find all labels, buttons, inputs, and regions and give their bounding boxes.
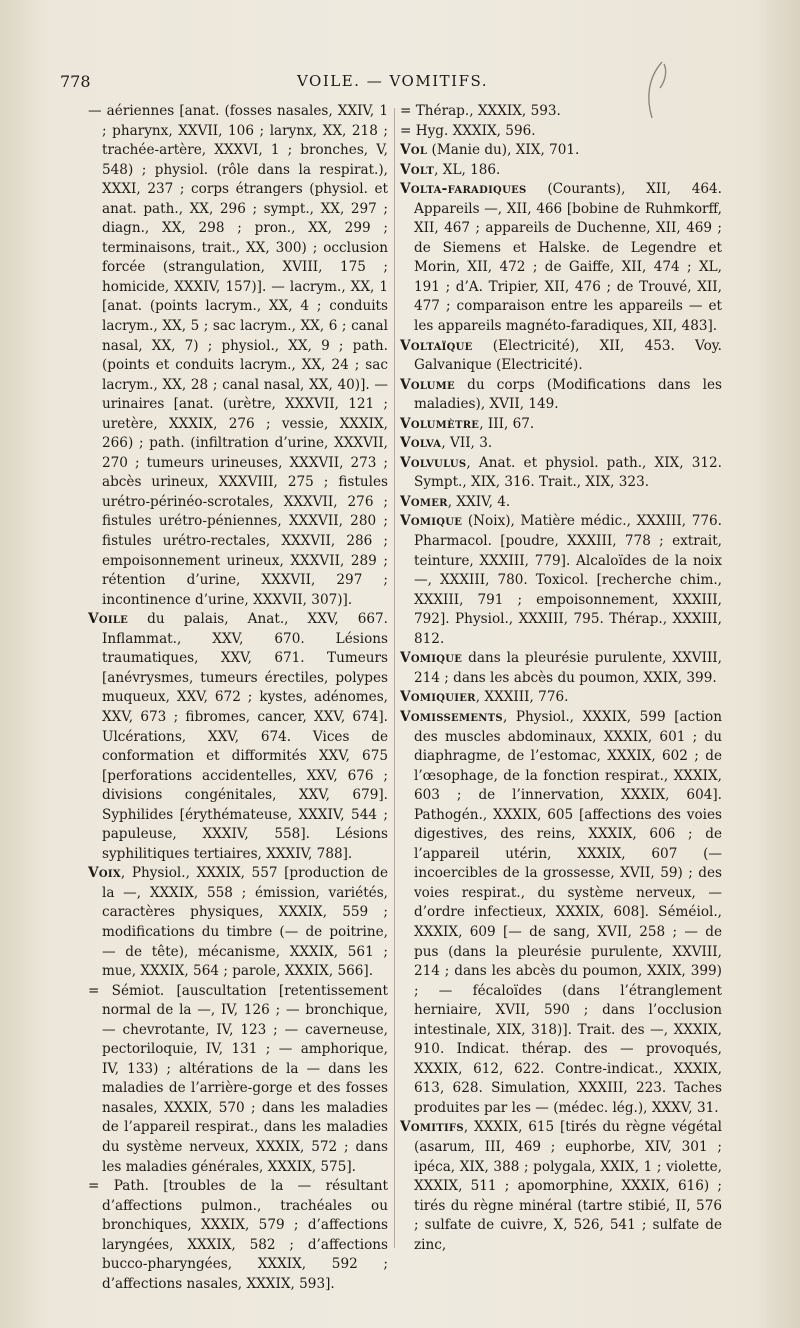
entry-headword: Vol — [400, 142, 428, 159]
entry-text: , XL, 186. — [434, 161, 501, 178]
index-entry — [400, 376, 722, 415]
entry-text: = Path. [troubles de la — résultant d’affections pulmon., trachéales ou bronchiques, XXXIX, 579 ; d’affections laryngées, XXXIX, 582 ; d’affections bucco-pharyngées, XXXIX, 592 ; d’affections nasales, XXXIX, 593]. — [88, 1178, 388, 1292]
entry-text: (Noix), Matière médic., XXXIII, 776. Pharmacol. [poudre, XXXIII, 778 ; extrait, teinture, XXXIII, 779]. Alcaloïdes de la noix —, XXXIII, 780. Toxicol. [recherche chim., XXXIII, 791 ; empoisonnement, XXXIII, 792]. Physiol., XXXIII, 795. Thérap., XXXIII, 812. — [414, 513, 722, 647]
entry-headword: Voltaïque — [400, 337, 473, 354]
entry-headword: Volva — [400, 435, 442, 452]
entry-text: = Hyg. XXXIX, 596. — [400, 122, 536, 139]
right-column — [400, 102, 722, 1255]
entry-text: , III, 67. — [479, 415, 535, 432]
index-entry — [400, 337, 722, 376]
index-entry — [88, 102, 388, 610]
entry-text: — aériennes [anat. (fosses nasales, XXIV, 1 ; pharynx, XXVII, 106 ; larynx, XX, 218 ; trachée-artère, XXXVI, 1 ; bronches, V, 548) ; physiol. (rôle dans la respirat.), XXXI, 237 ; corps étrangers (physiol. et anat. path., XX, 296 ; sympt., XX, 297 ; diagn., XX, 298 ; pron., XX, 299 ; terminaisons, trait., XX, 300) ; occlusion forcée (strangulation, XVIII, 175 ; homicide, XXXIV, 157)]. — lacrym., XX, 1 [anat. (points lacrym., XX, 4 ; conduits lacrym., XX, 5 ; sac lacrym., XX, 6 ; canal nasal, XX, 7) ; physiol., XX, 9 ; path. (points et conduits lacrym., XX, 24 ; sac lacrym., XX, 28 ; canal nasal, XX, 40)]. — urinaires [anat. (urètre, XXXVII, 121 ; uretère, XXXIX, 276 ; vessie, XXXIX, 266) ; path. (infiltration d’urine, XXXVII, 270 ; tumeurs urineuses, XXXVII, 273 ; abcès urineux, XXXVIII, 275 ; fistules urétro-périnéo-scrotales, XXXVII, 276 ; fistules urétro-péniennes, XXXVII, 280 ; fistules urétro-rectales, XXXVII, 286 ; empoisonnement urineux, XXXVII, 289 ; rétention d’urine, XXXVII, 297 ; incontinence d’urine, XXXVII, 307)]. — [88, 103, 388, 608]
entry-headword: Volumètre — [400, 415, 480, 432]
entry-text: , XXXIII, 776. — [475, 689, 569, 706]
index-entry — [88, 982, 388, 1177]
entry-headword: Volvulus — [400, 454, 467, 471]
entry-headword: Vomissements — [400, 708, 503, 725]
index-entry — [400, 649, 722, 688]
entry-text: (Courants), XII, 464. Appareils —, XII, 466 [bobine de Ruhmkorff, XII, 467 ; appareils de Duchenne, XII, 469 ; de Siemens et Halske. de Legendre et Morin, XII, 472 ; de Gaiffe, XII, 474 ; XL, 191 ; d’A. Tripier, XII, 476 ; de Trouvé, XII, 477 ; comparaison entre les appareils — et les appareils magnéto-faradiques, XII, 483]. — [414, 181, 722, 335]
entry-text: du palais, Anat., XXV, 667. Inflammat., XXV, 670. Lésions traumatiques, XXV, 671. Tumeurs [anévrysmes, tumeurs érectiles, polypes muqueux, XXV, 672 ; kystes, adénomes, XXV, 673 ; fibromes, cancer, XXV, 674]. Ulcérations, XXV, 674. Vices de conformation et difformités XXV, 675 [perforations accidentelles, XXV, 676 ; divisions congénitales, XXV, 679]. Syphilides [érythémateuse, XXXIV, 544 ; papuleuse, XXXIV, 558]. Lésions syphilitiques tertiaires, XXXIV, 788]. — [102, 611, 388, 862]
index-entry — [400, 688, 722, 708]
entry-headword: Volume — [400, 376, 455, 393]
index-entry — [88, 610, 388, 864]
entry-headword: Vomer — [400, 493, 448, 510]
running-title: VOILE. — VOMITIFS. — [296, 72, 488, 90]
entry-text: = Thérap., XXXIX, 593. — [400, 103, 561, 119]
entry-headword: Vomique — [400, 650, 463, 667]
entry-text: (Electricité), XII, 453. Voy. Galvanique (Electricité). — [414, 337, 722, 374]
index-entry — [400, 161, 722, 181]
entry-headword: Vomique — [400, 513, 463, 530]
entry-headword: Volt — [400, 161, 435, 178]
page-header — [60, 72, 725, 96]
entry-headword: Vomiquier — [400, 689, 476, 706]
entry-text: (Manie du), XIX, 701. — [431, 142, 580, 159]
index-entry — [88, 864, 388, 981]
entry-text: , Physiol., XXXIX, 599 [action des muscles abdominaux, XXXIX, 601 ; du diaphragme, de l’estomac, XXXIX, 602 ; de l’œsophage, de la fonction respirat., XXXIX, 603 ; de l’innervation, XXXIX, 604]. Pathogén., XXXIX, 605 [affections des voies digestives, des reins, XXXIX, 606 ; de l’appareil utérin, XXXIX, 607 (— incoercibles de la grossesse, XVII, 59) ; des voies respirat., du système nerveux, — d’ordre infectieux, XXXIX, 608]. Séméiol., XXXIX, 609 [— de sang, XVII, 258 ; — de pus (dans la pleurésie purulente, XXVIII, 214 ; dans les abcès du poumon, XXIX, 399) ; — fécaloïdes (dans l’étranglement herniaire, XVII, 590 ; dans l’occlusion intestinale, XIX, 318)]. Trait. des —, XXXIX, 910. Indicat. thérap. des — provoqués, XXXIX, 612, 622. Contre-indicat., XXXIX, 613, 628. Simulation, XXXIII, 223. Taches produites par les — (médec. lég.), XXXV, 31. — [414, 708, 722, 1116]
index-entry — [400, 493, 722, 513]
index-entry — [88, 1177, 388, 1294]
index-entry — [400, 434, 722, 454]
index-entry — [400, 512, 722, 649]
index-entry — [400, 415, 722, 435]
index-entry — [400, 1118, 722, 1255]
index-entry — [400, 180, 722, 336]
entry-headword: Voix — [88, 865, 121, 882]
index-entry — [400, 708, 722, 1118]
entry-text: , Physiol., XXXIX, 557 [production de la —, XXXIX, 558 ; émission, variétés, caractères physiques, XXXIX, 559 ; modifications du timbre (— de poitrine, — de tête), mécanisme, XXXIX, 561 ; mue, XXXIX, 564 ; parole, XXXIX, 566]. — [102, 865, 388, 980]
index-entry — [400, 141, 722, 161]
entry-text: dans la pleurésie purulente, XXVIII, 214 ; dans les abcès du poumon, XXIX, 399. — [414, 650, 723, 686]
page-number: 778 — [60, 72, 91, 91]
entry-text: , XXIV, 4. — [447, 493, 511, 510]
entry-headword: Vomitifs — [400, 1119, 464, 1136]
entry-text: du corps (Modifications dans les maladies), XVII, 149. — [414, 376, 722, 413]
index-entry — [400, 102, 722, 122]
entry-text: , Anat. et physiol. path., XIX, 312. Sympt., XIX, 316. Trait., XIX, 323. — [414, 454, 722, 491]
entry-text: , VII, 3. — [441, 435, 493, 452]
column-divider — [394, 108, 395, 1248]
entry-text: , XXXIX, 615 [tirés du règne végétal (asarum, III, 469 ; euphorbe, XIV, 301 ; ipéca, XIX, 388 ; polygala, XXIX, 1 ; violette, XXXIX, 511 ; apomorphine, XXXIX, 616) ; tirés du règne minéral (tartre stibié, II, 576 ; sulfate de cuivre, X, 526, 541 ; sulfate de zinc, — [414, 1119, 722, 1253]
entry-text: = Sémiot. [auscultation [retentissement normal de la —, IV, 126 ; — bronchique, — chevrotante, IV, 123 ; — caverneuse, pectoriloquie, IV, 131 ; — amphorique, IV, 133) ; altérations de la — dans les maladies de l’arrière-gorge et des fosses nasales, XXXIX, 570 ; dans les maladies de l’appareil respirat., dans les maladies du système nerveux, XXXIX, 572 ; dans les maladies générales, XXXIX, 575]. — [88, 982, 388, 1175]
index-entry — [400, 122, 722, 142]
entry-headword: Voile — [88, 611, 129, 628]
left-column — [88, 102, 388, 1294]
index-entry — [400, 454, 722, 493]
entry-headword: Volta-faradiques — [400, 181, 527, 198]
